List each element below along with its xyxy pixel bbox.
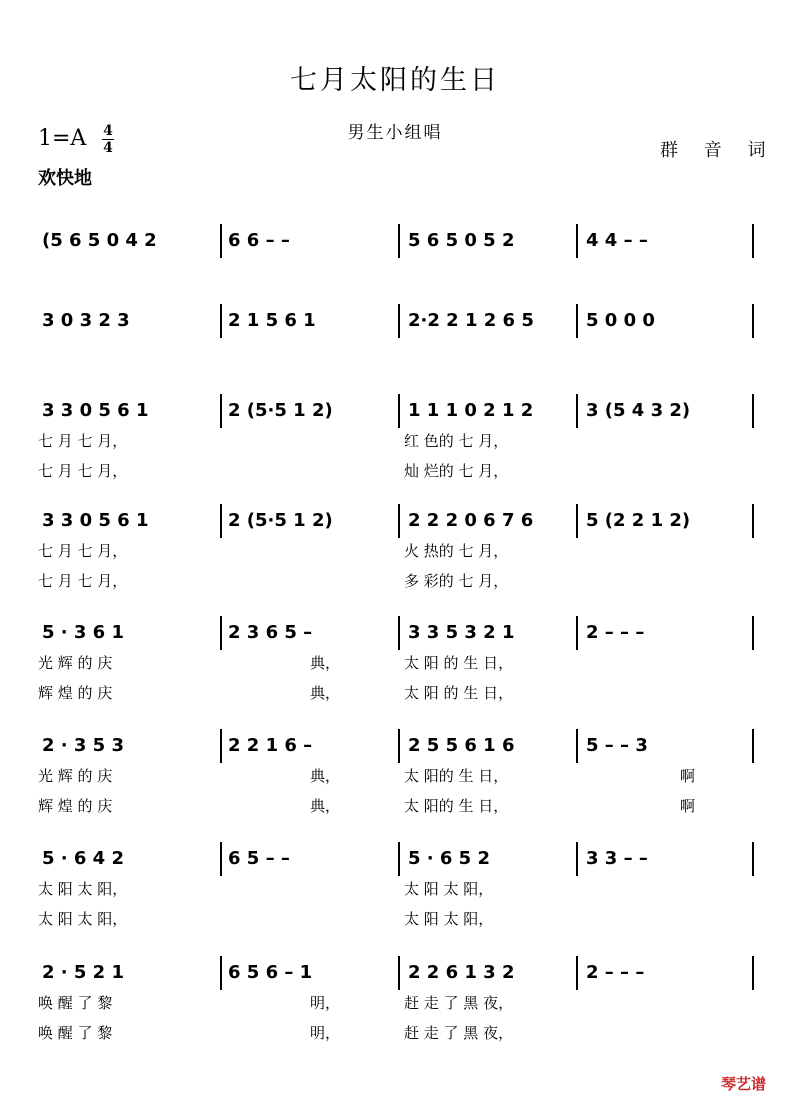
lyric-text: 典， xyxy=(310,767,341,785)
site-logo: 琴艺谱 xyxy=(720,1075,766,1093)
lyric-text: 火 热的 七 月， xyxy=(404,542,509,560)
measure-notes: 5 · 6 4 2 xyxy=(42,848,125,869)
lyric-text: 多 彩的 七 月， xyxy=(404,572,509,590)
measure-notes: 1 1 1 0 2 1 2 xyxy=(408,400,534,421)
lyric-text: 太 阳 太 阳， xyxy=(404,880,494,898)
lyric-text: 七 月 七 月， xyxy=(38,572,128,590)
lyric-text: 七 月 七 月， xyxy=(38,462,128,480)
time-sig-top: 4 xyxy=(103,123,113,139)
measure-notes: 5 0 0 0 xyxy=(586,310,655,331)
measure-notes: 5 · 6 5 2 xyxy=(408,848,491,869)
lyric-text: 太 阳 太 阳， xyxy=(38,910,128,928)
measure-notes: 2 · 3 5 3 xyxy=(42,735,125,756)
bar-line xyxy=(398,842,400,876)
lyric-text: 赶 走 了 黑 夜， xyxy=(404,1024,514,1042)
score-system xyxy=(0,510,790,600)
bar-line xyxy=(576,616,578,650)
lyric-text: 典， xyxy=(310,654,341,672)
score-system xyxy=(0,962,790,1052)
measure-notes: 2 2 2 0 6 7 6 xyxy=(408,510,534,531)
measure-notes: 3 0 3 2 3 xyxy=(42,310,130,331)
lyric-text: 辉 煌 的 庆 xyxy=(38,797,113,815)
lyric-text: 明， xyxy=(310,1024,341,1042)
measure-notes: 3 3 0 5 6 1 xyxy=(42,400,149,421)
measure-notes: 5 (2 2 1 2) xyxy=(586,510,691,531)
measure-notes: 3 3 0 5 6 1 xyxy=(42,510,149,531)
bar-line xyxy=(220,956,222,990)
bar-line xyxy=(220,394,222,428)
bar-line xyxy=(220,842,222,876)
lyric-text: 太 阳 的 生 日， xyxy=(404,654,514,672)
bar-line xyxy=(752,616,754,650)
lyric-text: 啊 xyxy=(680,797,696,815)
measure-notes: 2 3 6 5 – xyxy=(228,622,313,643)
measure-notes: 2 5 5 6 1 6 xyxy=(408,735,515,756)
lyric-text: 辉 煌 的 庆 xyxy=(38,684,113,702)
lyric-text: 啊 xyxy=(680,767,696,785)
bar-line xyxy=(398,956,400,990)
bar-line xyxy=(752,224,754,258)
bar-line xyxy=(220,616,222,650)
measure-notes: 5 – – 3 xyxy=(586,735,648,756)
lyric-text: 光 辉 的 庆 xyxy=(38,654,113,672)
bar-line xyxy=(752,504,754,538)
score-system xyxy=(0,230,790,320)
lyric-text: 七 月 七 月， xyxy=(38,542,128,560)
measure-notes: 4 4 – – xyxy=(586,230,648,251)
bar-line xyxy=(398,394,400,428)
measure-notes: 6 5 6 – 1 xyxy=(228,962,313,983)
lyric-text: 太 阳的 生 日， xyxy=(404,767,509,785)
key-signature: 1=A xyxy=(38,126,87,151)
bar-line xyxy=(398,304,400,338)
measure-notes: 6 5 – – xyxy=(228,848,290,869)
measure-notes: 2 – – – xyxy=(586,962,645,983)
measure-notes: 2 (5·5 1 2) xyxy=(228,510,333,531)
lyric-text: 灿 烂的 七 月， xyxy=(404,462,509,480)
score-system xyxy=(0,735,790,825)
measure-notes: 3 3 5 3 2 1 xyxy=(408,622,515,643)
lyric-text: 红 色的 七 月， xyxy=(404,432,509,450)
measure-notes: 3 3 – – xyxy=(586,848,648,869)
lyric-text: 典， xyxy=(310,684,341,702)
bar-line xyxy=(752,842,754,876)
lyric-text: 七 月 七 月， xyxy=(38,432,128,450)
bar-line xyxy=(576,842,578,876)
bar-line xyxy=(576,504,578,538)
measure-notes: 5 · 3 6 1 xyxy=(42,622,125,643)
score-system xyxy=(0,310,790,400)
measure-notes: 2·2 2 1 2 6 5 xyxy=(408,310,534,331)
bar-line xyxy=(220,504,222,538)
score-system xyxy=(0,400,790,490)
bar-line xyxy=(576,224,578,258)
score-system xyxy=(0,848,790,938)
bar-line xyxy=(752,394,754,428)
score-system xyxy=(0,622,790,712)
lyric-text: 唤 醒 了 黎 xyxy=(38,1024,113,1042)
lyricist: 群 音 词 xyxy=(660,140,776,161)
bar-line xyxy=(398,729,400,763)
bar-line xyxy=(752,956,754,990)
measure-notes: (5 6 5 0 4 2 xyxy=(42,230,157,251)
lyric-text: 光 辉 的 庆 xyxy=(38,767,113,785)
lyric-text: 太 阳 太 阳， xyxy=(404,910,494,928)
bar-line xyxy=(576,729,578,763)
bar-line xyxy=(576,394,578,428)
bar-line xyxy=(752,304,754,338)
lyric-text: 唤 醒 了 黎 xyxy=(38,994,113,1012)
measure-notes: 2 2 6 1 3 2 xyxy=(408,962,515,983)
song-title: 七月太阳的生日 xyxy=(290,65,500,96)
measure-notes: 2 (5·5 1 2) xyxy=(228,400,333,421)
bar-line xyxy=(220,729,222,763)
measure-notes: 2 · 5 2 1 xyxy=(42,962,125,983)
tempo-marking: 欢快地 xyxy=(38,168,92,189)
measure-notes: 2 2 1 6 – xyxy=(228,735,313,756)
lyric-text: 典， xyxy=(310,797,341,815)
bar-line xyxy=(398,616,400,650)
measure-notes: 6 6 – – xyxy=(228,230,290,251)
lyric-text: 太 阳 的 生 日， xyxy=(404,684,514,702)
lyric-text: 太 阳 太 阳， xyxy=(38,880,128,898)
lyric-text: 明， xyxy=(310,994,341,1012)
bar-line xyxy=(220,304,222,338)
time-signature xyxy=(100,124,116,155)
lyric-text: 太 阳的 生 日， xyxy=(404,797,509,815)
measure-notes: 2 – – – xyxy=(586,622,645,643)
bar-line xyxy=(398,504,400,538)
bar-line xyxy=(576,956,578,990)
lyric-text: 赶 走 了 黑 夜， xyxy=(404,994,514,1012)
bar-line xyxy=(576,304,578,338)
bar-line xyxy=(398,224,400,258)
time-sig-bottom: 4 xyxy=(103,140,113,156)
bar-line xyxy=(220,224,222,258)
measure-notes: 3 (5 4 3 2) xyxy=(586,400,691,421)
song-subtitle: 男生小组唱 xyxy=(347,123,443,143)
bar-line xyxy=(752,729,754,763)
measure-notes: 5 6 5 0 5 2 xyxy=(408,230,515,251)
measure-notes: 2 1 5 6 1 xyxy=(228,310,316,331)
